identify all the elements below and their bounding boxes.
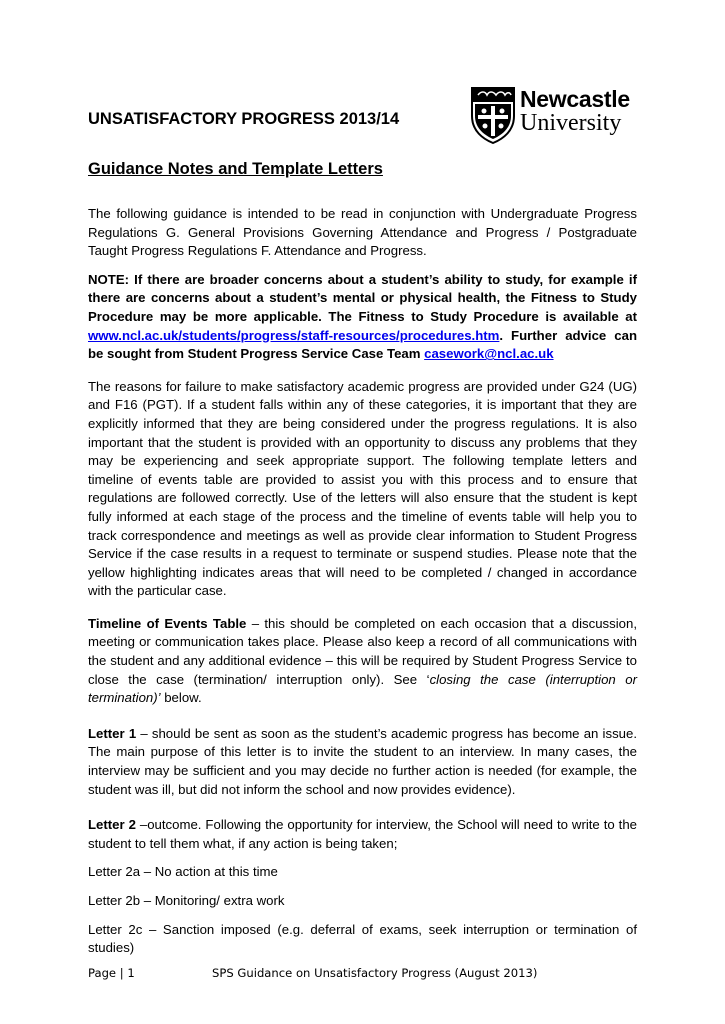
letter2a-item: Letter 2a – No action at this time <box>88 864 278 880</box>
note-text: NOTE: If there are broader concerns about a student’s ability to study, for example if there are concerns about a student’s mental or physical health, the Fitness to Study Procedure may be more applicable. The Fitness to Study Procedure is available at <box>88 271 637 324</box>
letter1-paragraph <box>88 725 637 799</box>
document-title: UNSATISFACTORY PROGRESS 2013/14 <box>88 110 400 128</box>
timeline-paragraph <box>88 615 637 708</box>
letter2-paragraph <box>88 816 637 853</box>
timeline-italic: closing the case (interruption or termination)’ <box>88 671 637 706</box>
intro-paragraph: The following guidance is intended to be read in conjunction with Undergraduate Progress Regulations G. General Provisions Governing Attendance and Progress / Postgraduate Taught Progress Regulations F. Attendance and Progress. <box>88 206 637 259</box>
footer-page-number: Page | 1 <box>88 966 135 980</box>
letter2-label: Letter 2 <box>88 817 136 833</box>
reasons-paragraph: The reasons for failure to make satisfactory academic progress are provided under G24 (UG) and F16 (PGT). If a student falls within any of these categories, it is important that they are explicitly informed that they are being considered under the progress regulations. It is also important that the student is provided with an opportunity to discuss any problems that they may be experiencing and seek appropriate support. The following template letters and timeline of events table are provided to assist you with this process and to ensure that regulations are followed correctly. Use of the letters will also ensure that the student is kept fully informed at each stage of the process and the timeline of events table will help you to track correspondence and meetings as well as provide clear information to Student Progress Service if the case results in a request to terminate or suspend studies. Please note that the yellow highlighting indicates areas that will need to be completed / changed in accordance with the particular case. <box>88 378 637 599</box>
logo-wordmark-line2: University <box>520 110 622 136</box>
timeline-text: – this should be completed on each occasion that a discussion, meeting or communication takes place. Please also keep a record of all communications with the student and any additional evidence – this will be required by Student Progress Service to close the case (termination/ interruption only). See ‘ <box>88 615 637 687</box>
letter1-text: – should be sent as soon as the student’s academic progress has become an issue. The main purpose of this letter is to invite the student to an interview. In many cases, the interview may be sufficient and you may decide no further action is needed (for example, the student was ill, but did not inform the school and now provides evidence). <box>88 725 637 797</box>
timeline-label: Timeline of Events Table <box>88 615 247 631</box>
document-subtitle: Guidance Notes and Template Letters <box>88 160 383 178</box>
casework-email-link[interactable]: casework@ncl.ac.uk <box>424 346 554 362</box>
letter2c-item: Letter 2c – Sanction imposed (e.g. deferral of exams, seek interruption or termination of studies) <box>88 921 637 956</box>
letter1-label: Letter 1 <box>88 725 137 741</box>
footer-document-label: SPS Guidance on Unsatisfactory Progress (August 2013) <box>212 966 538 980</box>
logo-wordmark-line1: Newcastle <box>520 86 630 112</box>
letter2b-item: Letter 2b – Monitoring/ extra work <box>88 893 285 908</box>
shield-icon <box>470 86 516 144</box>
timeline-text-end: below. <box>160 690 202 706</box>
fitness-to-study-link[interactable]: www.ncl.ac.uk/students/progress/staff-resources/procedures.htm <box>88 327 500 343</box>
document-body <box>88 205 637 968</box>
university-logo <box>470 86 635 144</box>
note-paragraph <box>88 271 637 364</box>
note-text-continued: . Further advice can be sought from Student Progress Service Case Team <box>88 327 637 362</box>
letter2-text: –outcome. Following the opportunity for interview, the School will need to write to the student to tell them what, if any action is being taken; <box>88 817 638 851</box>
